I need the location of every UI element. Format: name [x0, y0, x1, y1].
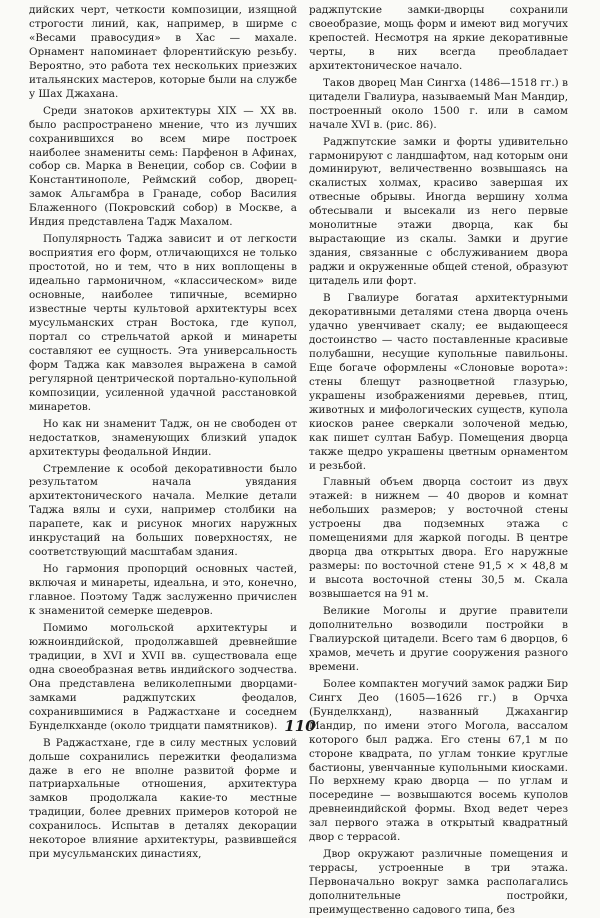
paragraph: Более компактен могучий замок раджи Бир Сингх Део (1605—1626 гг.) в Орчха (Бунделкханд), названный Джахангир Мандир, по имени этого Могола, вассалом которого был раджа. Его стены 67,1 м по стороне квадрата, по углам тонкие круглые бастионы, увенчанные купольными киосками. По верхнему краю дворца — по углам и посередине — возвышаются восемь куполов древнеиндийской формы. Вход ведет через зал первого этажа в открытый квадратный двор с террасой. — [309, 677, 568, 844]
paragraph: Великие Моголы и другие правители дополнительно возводили постройки в Гвалиурской цитадели. Всего там 6 дворцов, 6 храмов, мечеть и другие сооружения разного времени. — [309, 605, 568, 673]
paragraph: дийских черт, четкости композиции, изящной строгости линий, как, например, в ширме с «Весами правосудия» в Хас — махале. Орнамент напоминает флорентийскую резьбу. Вероятно, это работа тех нескольких приезжих итальянских мастеров, которые были на службе у Шах Джахана. — [29, 4, 297, 100]
paragraph: Двор окружают различные помещения и террасы, устроенные в три этажа. Первоначально вокруг замка располагались дополнительные постройки, преимущественно садового типа, без — [309, 848, 568, 917]
paragraph: Раджпутские замки и форты удивительно гармонируют с ландшафтом, над которым они доминируют, величественно возвышаясь на скалистых холмах, красиво завершая их отвесные обрывы. Иногда вершину холма обтесывали и высекали из него первые монолитные этажи дворца, как бы вырастающие из скалы. Замки и другие здания, связанные с обслуживанием двора раджи и окруженные общей стеной, образуют цитадель или форт. — [309, 135, 568, 288]
paragraph: В Раджастхане, где в силу местных условий дольше сохранились пережитки феодализма даже в его не вполне развитой форме и патриархальные отношения, архитектура замков продолжала какие-то местные традиции, более древних примеров которой не сохранилось. Испытав в деталях декорации некоторое влияние архитектуры, развившейся при мусульманских династиях, — [29, 736, 297, 861]
paragraph: Среди знатоков архитектуры XIX — XX вв. было распространено мнение, что из лучших сохранившихся во всем мире построек наиболее знамениты семь: Парфенон в Афинах, собор св. Марка в Венеции, собор св. Софии в Константинополе, Реймский собор, дворец-замок Альгамбра в Гранаде, собор Василия Блаженного (Покровский собор) в Москве, а Индия представлена Тадж Махалом. — [29, 104, 297, 229]
paragraph: В Гвалиуре богатая архитектурными декоративными деталями стена дворца очень удачно увенчивает скалу; ее выдающееся достоинство — часто поставленные красивые полубашни, несущие купольные павильоны. Еще богаче оформлены «Слоновые ворота»: стены блещут разноцветной глазурью, украшены изображениями деревьев, птиц, животных и мифологических существ, купола киосков ранее сверкали золоченой медью, как пишет султан Бабур. Помещения дворца также щедро украшены цветным орнаментом и резьбой. — [309, 292, 568, 472]
page-number: 110 — [284, 717, 316, 735]
paragraph: Главный объем дворца состоит из двух этажей: в нижнем — 40 дворов и комнат небольших размеров; у восточной стены устроены два подземных этажа с помещениями для жаркой погоды. В центре дворца два открытых двора. Его наружные размеры: по восточной стене 91,5 × × 48,8 м и высота восточной стены 30,5 м. Скала возвышается на 91 м. — [309, 476, 568, 601]
paragraph: Но гармония пропорций основных частей, включая и минареты, идеальна, и это, конечно, главное. Поэтому Тадж заслуженно причислен к знаменитой семерке шедевров. — [29, 563, 297, 618]
paragraph: Таков дворец Ман Сингха (1486—1518 гг.) в цитадели Гвалиура, называемый Ман Мандир, построенный около 1500 г. или в самом начале XVI в. (рис. 86). — [309, 76, 568, 131]
paragraph: Но как ни знаменит Тадж, он не свободен от недостатков, знаменующих близкий упадок архитектуры феодальной Индии. — [29, 417, 297, 458]
paragraph: раджпутские замки-дворцы сохранили своеобразие, мощь форм и имеют вид могучих крепостей. Несмотря на яркие декоративные черты, в них всегда преобладает архитектоническое начало. — [309, 4, 568, 72]
right-column — [309, 4, 568, 918]
paragraph: Стремление к особой декоративности было результатом начала увядания архитектонического начала. Мелкие детали Таджа вялы и сухи, например столбики на парапете, как и рисунок многих наружных инкрустаций на больших поверхностях, не соответствующий масштабам здания. — [29, 462, 297, 559]
paragraph: Помимо могольской архитектуры и южноиндийской, продолжавшей древнейшие традиции, в XVI и XVII вв. существовала еще одна своеобразная ветвь индийского зодчества. Она представлена великолепными дворцами-замками раджпутских феодалов, сохранившимися в Раджастхане и соседнем Бунделкханде (около тридцати памятников). — [29, 621, 297, 732]
paragraph: Популярность Таджа зависит и от легкости восприятия его форм, отличающихся не только простотой, но и тем, что в них воплощены в идеально гармоничном, «классическом» виде основные, наиболее типичные, всемирно известные черты культовой архитектуры всех мусульманских стран Востока, где купол, портал со стрельчатой аркой и минареты составляют ее сущность. Эта универсальность форм Таджа как мавзолея выражена в самой регулярной центрической портально-купольной композиции, усиленной удачной расстановкой минаретов. — [29, 233, 297, 413]
